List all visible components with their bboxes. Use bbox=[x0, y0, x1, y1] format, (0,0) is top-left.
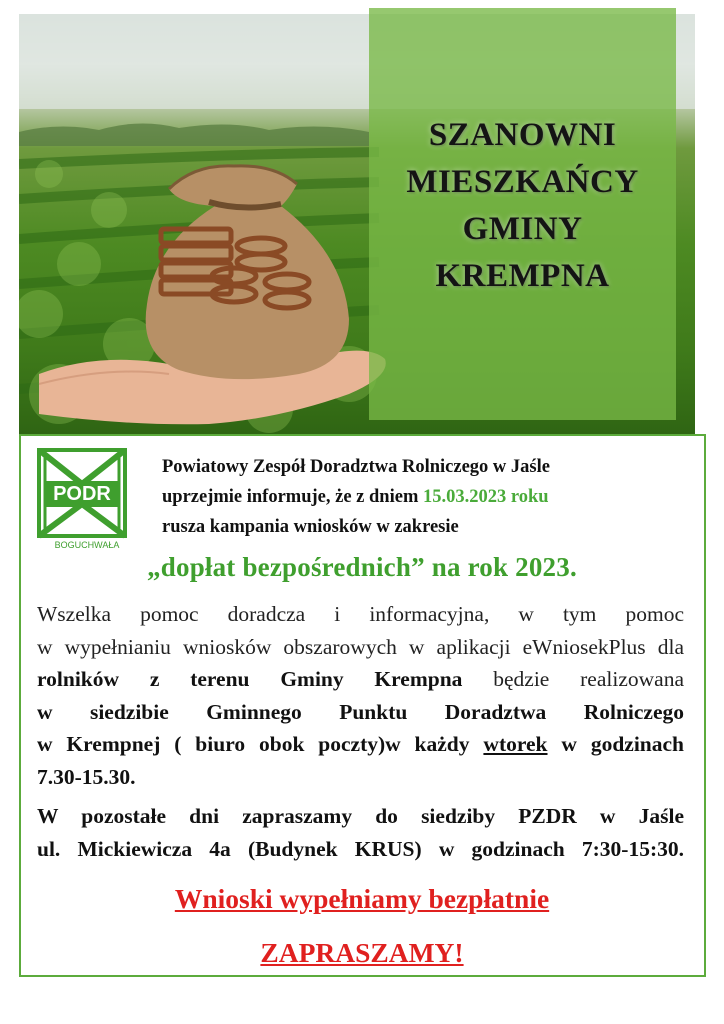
free-service-note: Wnioski wypełniamy bezpłatnie bbox=[174, 883, 550, 914]
logo-place: BOGUCHWAŁA bbox=[54, 540, 120, 550]
intro-line-1: Powiatowy Zespół Doradztwa Rolniczego w Jaśle bbox=[162, 457, 550, 477]
paragraph-line bbox=[37, 728, 684, 761]
intro-line-2 bbox=[162, 482, 702, 512]
page-title bbox=[369, 112, 676, 300]
intro-text bbox=[162, 452, 702, 542]
paragraph-line: W pozostałe dni zapraszamy do siedziby PZDR w Jaśle bbox=[37, 804, 684, 828]
logo-acronym: PODR bbox=[53, 483, 111, 505]
paragraph-text: w godzinach bbox=[547, 732, 685, 757]
title-line: KREMPNA bbox=[435, 258, 610, 294]
paragraph-text: w Krempnej ( biuro obok poczty)w każdy bbox=[37, 732, 484, 757]
start-date: 15.03.2023 roku bbox=[422, 487, 549, 507]
other-days-paragraph bbox=[37, 800, 684, 865]
title-line: SZANOWNI bbox=[428, 117, 617, 153]
campaign-headline: „dopłat bezpośrednich” na rok 2023. bbox=[147, 552, 577, 582]
assistance-paragraph bbox=[37, 598, 684, 794]
farmers-emphasis: rolników z terenu Gminy Krempna bbox=[37, 667, 463, 692]
weekday-emphasis: wtorek bbox=[483, 732, 548, 757]
title-line: MIESZKAŃCY bbox=[406, 164, 639, 200]
paragraph-line: w wypełnianiu wniosków obszarowych w aplikacji eWniosekPlus dla bbox=[37, 634, 684, 659]
paragraph-line: 7.30-15.30. bbox=[37, 764, 136, 789]
paragraph-line: ul. Mickiewicza 4a (Budynek KRUS) w godzinach 7:30-15:30. bbox=[37, 836, 684, 861]
paragraph-text: będzie realizowana bbox=[462, 667, 684, 692]
paragraph-line bbox=[37, 663, 684, 696]
paragraph-line: Wszelka pomoc doradcza i informacyjna, w tym pomoc bbox=[37, 602, 684, 626]
podr-logo bbox=[37, 448, 127, 550]
intro-line-3: rusza kampania wniosków w zakresie bbox=[162, 517, 459, 537]
intro-line-2-text: uprzejmie informuje, że z dniem bbox=[162, 487, 423, 507]
invitation-heading: ZAPRASZAMY! bbox=[260, 937, 464, 968]
paragraph-line: w siedzibie Gminnego Punktu Doradztwa Rolniczego bbox=[37, 699, 684, 724]
title-line: GMINY bbox=[462, 211, 583, 247]
